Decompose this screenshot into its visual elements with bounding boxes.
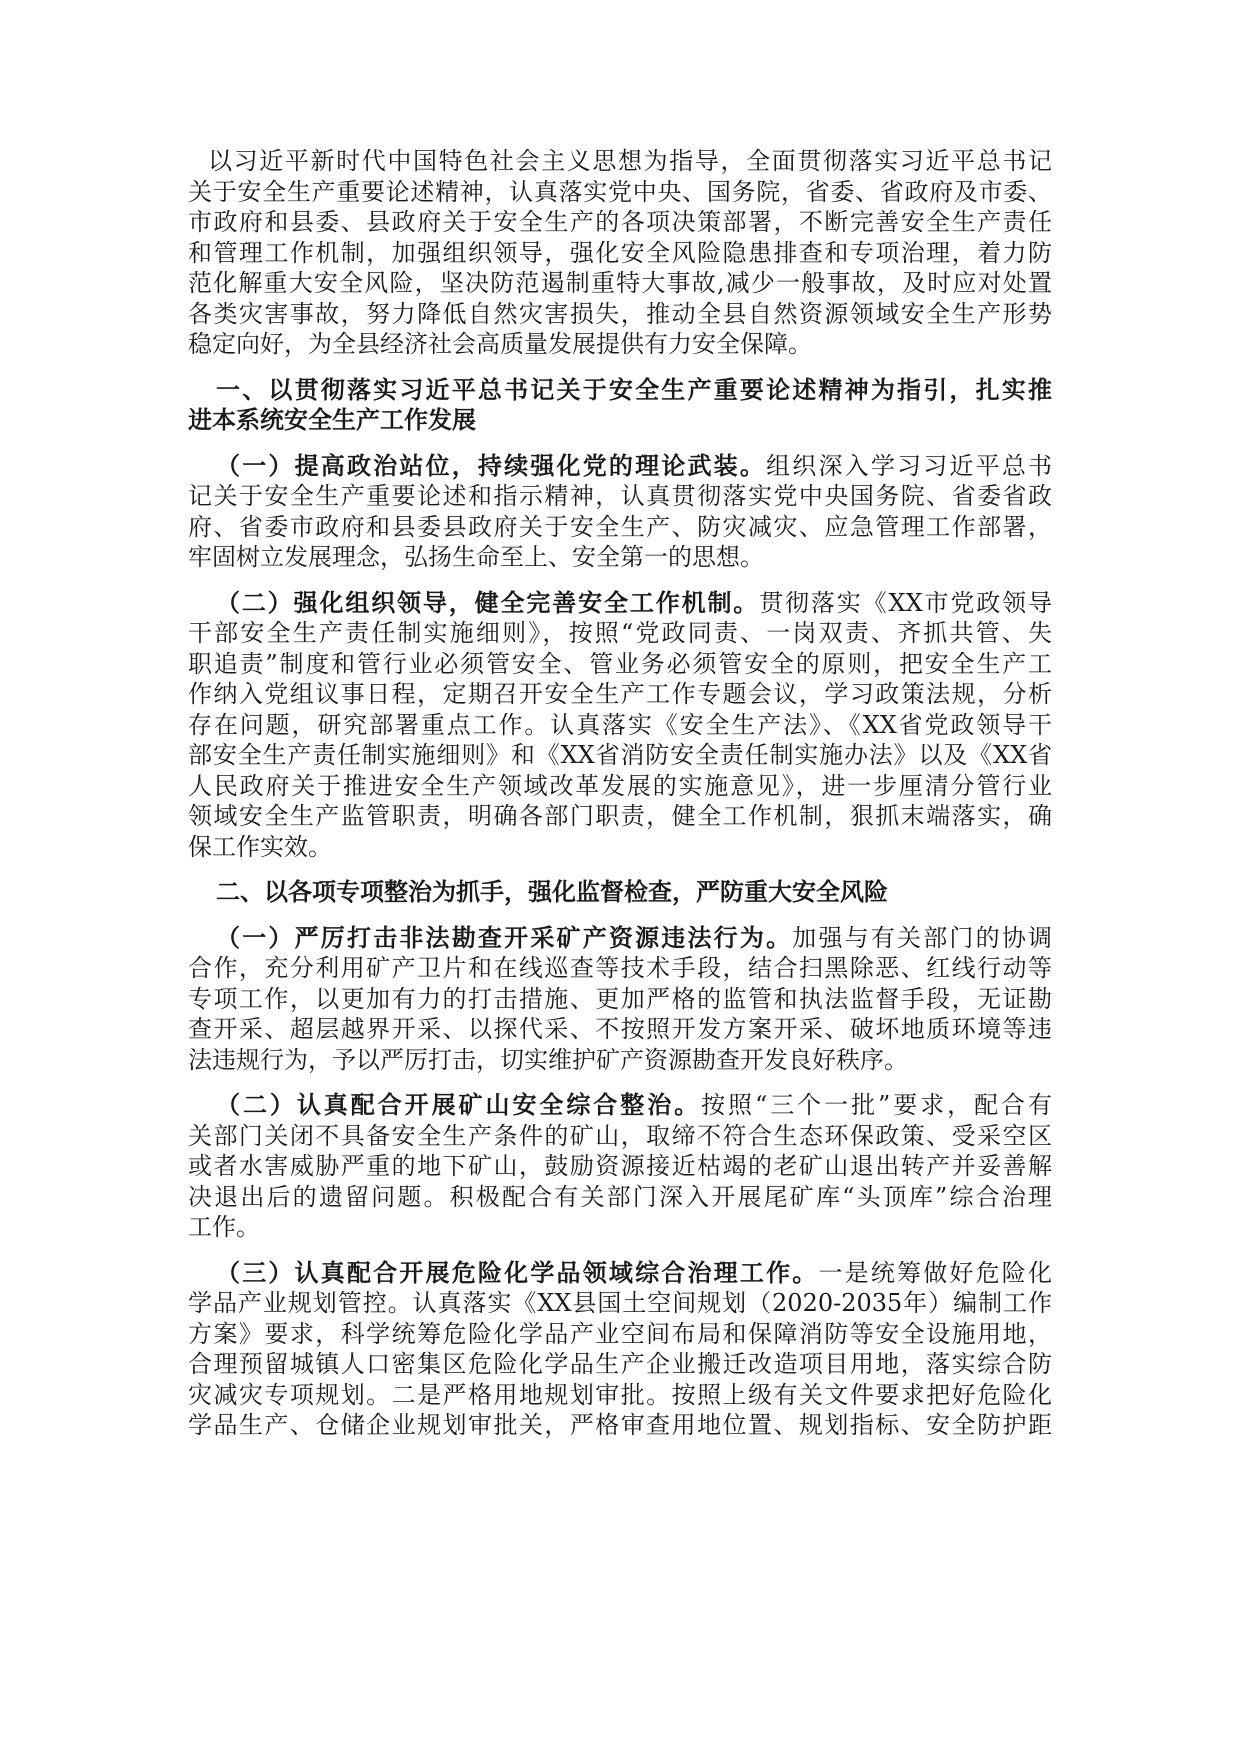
paragraph-lead: （一）提高政治站位，持续强化党的理论武装。 xyxy=(216,450,767,480)
line-text: 按照“三个一批”要求，配合有 xyxy=(701,1091,1052,1119)
text-line xyxy=(188,679,1052,710)
paragraph-lead: （一）严厉打击非法勘查开采矿产资源违法行为。 xyxy=(216,922,793,952)
text-line xyxy=(188,375,1052,406)
text-line xyxy=(188,1182,1052,1213)
paragraph-lead: （三）认真配合开展危险化学品领域综合治理工作。 xyxy=(216,1257,819,1287)
line-text: 关部门关闭不具备安全生产条件的矿山，取缔不符合生态环保政策、受采空区 xyxy=(188,1121,1052,1150)
body-paragraph xyxy=(188,451,1052,573)
line-text: 二、以各项专项整治为抓手，强化监督检查，严防重大安全风险 xyxy=(216,877,888,906)
line-text: 保工作实效。 xyxy=(188,832,332,861)
text-line xyxy=(188,1380,1052,1411)
body-paragraph xyxy=(188,588,1052,863)
text-line xyxy=(188,877,1052,908)
text-line xyxy=(188,512,1052,543)
line-text: 学品产业规划管控。认真落实《XX县国土空间规划（2020-2035年）编制工作 xyxy=(188,1289,1052,1317)
line-text: 进本系统安全生产工作发展 xyxy=(188,405,476,434)
line-text: 和管理工作机制，加强组织领导，强化安全风险隐患排查和专项治理，着力防 xyxy=(188,238,1052,267)
paragraph-lead: （二）强化组织领导，健全完善安全工作机制。 xyxy=(216,587,760,617)
text-line xyxy=(188,740,1052,771)
line-text: 部安全生产责任制实施细则》和《XX省消防安全责任制实施办法》以及《XX省 xyxy=(188,741,1052,769)
text-line xyxy=(188,588,1052,619)
text-line xyxy=(188,832,1052,863)
text-line xyxy=(188,1121,1052,1152)
text-line xyxy=(188,177,1052,208)
text-line xyxy=(188,1151,1052,1182)
line-text: 查开采、超层越界开采、以探代采、不按照开发方案开采、破坏地质环境等违 xyxy=(188,1015,1052,1043)
text-line xyxy=(188,801,1052,832)
text-line xyxy=(188,1349,1052,1380)
line-text: 以习近平新时代中国特色社会主义思想为指导，全面贯彻落实习近平总书记 xyxy=(208,147,1052,175)
text-line xyxy=(188,238,1052,269)
line-text: 关于安全生产重要论述精神，认真落实党中央、国务院，省委、省政府及市委、 xyxy=(188,177,1052,206)
text-line xyxy=(188,923,1052,954)
line-text: 组织深入学习习近平总书 xyxy=(766,451,1053,480)
line-text: 决退出后的遗留问题。积极配合有关部门深入开展尾矿库“头顶库”综合治理 xyxy=(188,1182,1052,1211)
text-line xyxy=(188,1090,1052,1121)
line-text: 职追责”制度和管行业必须管安全、管业务必须管安全的原则，把安全生产工 xyxy=(188,649,1052,678)
text-line xyxy=(188,649,1052,680)
line-text: 法违规行为，予以严厉打击，切实维护矿产资源勘查开发良好秩序。 xyxy=(188,1045,908,1074)
line-text: 专项工作，以更加有力的打击措施、更加严格的监管和执法监督手段，无证勘 xyxy=(188,984,1052,1013)
section-heading xyxy=(188,877,1052,908)
line-text: 或者水害威胁严重的地下矿山，鼓励资源接近枯竭的老矿山退出转产并妥善解 xyxy=(188,1152,1052,1180)
line-text: 范化解重大安全风险，坚决防范遏制重特大事故,减少一般事故，及时应对处置 xyxy=(188,269,1052,297)
text-line xyxy=(188,710,1052,741)
line-text: 人民政府关于推进安全生产领域改革发展的实施意见》，进一步厘清分管行业 xyxy=(188,771,1052,800)
line-text: 工作。 xyxy=(188,1213,260,1241)
text-line xyxy=(188,1045,1052,1076)
text-line xyxy=(188,618,1052,649)
line-text: 灾减灾专项规划。二是严格用地规划审批。按照上级有关文件要求把好危险化 xyxy=(188,1380,1052,1409)
text-line xyxy=(188,1319,1052,1350)
line-text: 记关于安全生产重要论述和指示精神，认真贯彻落实党中央国务院、省委省政 xyxy=(188,482,1052,510)
text-line xyxy=(188,542,1052,573)
text-line xyxy=(188,268,1052,299)
line-text: 干部安全生产责任制实施细则》，按照“党政同责、一岗双责、齐抓共管、失 xyxy=(188,619,1052,647)
paragraph-lead: （二）认真配合开展矿山安全综合整治。 xyxy=(216,1090,702,1119)
line-text: 存在问题，研究部署重点工作。认真落实《安全生产法》、《XX省党政领导干 xyxy=(188,710,1052,739)
line-text: 学品生产、仓储企业规划审批关，严格审查用地位置、规划指标、安全防护距 xyxy=(188,1411,1052,1439)
text-line xyxy=(188,451,1052,482)
line-text: 市政府和县委、县政府关于安全生产的各项决策部署，不断完善安全生产责任 xyxy=(188,208,1052,236)
text-line xyxy=(188,1014,1052,1045)
text-line xyxy=(188,146,1052,177)
text-line xyxy=(188,1258,1052,1289)
document-page xyxy=(188,146,1052,1456)
line-text: 府、省委市政府和县委县政府关于安全生产、防灾减灾、应急管理工作部署， xyxy=(188,512,1052,541)
section-heading xyxy=(188,375,1052,436)
text-line xyxy=(188,329,1052,360)
line-text: 一、以贯彻落实习近平总书记关于安全生产重要论述精神为指引，扎实推 xyxy=(216,374,1052,404)
body-paragraph xyxy=(188,146,1052,360)
line-text: 稳定向好，为全县经济社会高质量发展提供有力安全保障。 xyxy=(188,330,812,358)
body-paragraph xyxy=(188,923,1052,1076)
text-line xyxy=(188,207,1052,238)
text-line xyxy=(188,405,1052,436)
text-line xyxy=(188,299,1052,330)
line-text: 贯彻落实《XX市党政领导 xyxy=(759,588,1053,617)
text-line xyxy=(188,1288,1052,1319)
text-line xyxy=(188,1410,1052,1441)
text-line xyxy=(188,984,1052,1015)
line-text: 一是统筹做好危险化 xyxy=(818,1258,1053,1287)
body-paragraph xyxy=(188,1090,1052,1243)
line-text: 各类灾害事故，努力降低自然灾害损失，推动全县自然资源领域安全生产形势 xyxy=(188,299,1052,328)
text-line xyxy=(188,771,1052,802)
body-paragraph xyxy=(188,1258,1052,1441)
line-text: 领域安全生产监管职责，明确各部门职责，健全工作机制，狠抓末端落实，确 xyxy=(188,802,1052,830)
line-text: 合理预留城镇人口密集区危险化学品生产企业搬迁改造项目用地，落实综合防 xyxy=(188,1350,1052,1378)
line-text: 方案》要求，科学统筹危险化学品产业空间布局和保障消防等安全设施用地， xyxy=(188,1319,1052,1348)
line-text: 牢固树立发展理念，弘扬生命至上、安全第一的思想。 xyxy=(188,543,764,571)
line-text: 作纳入党组议事日程，定期召开安全生产工作专题会议，学习政策法规，分析 xyxy=(188,680,1052,708)
text-line xyxy=(188,953,1052,984)
text-line xyxy=(188,1212,1052,1243)
line-text: 合作，充分利用矿产卫片和在线巡查等技术手段，结合扫黑除恶、红线行动等 xyxy=(188,954,1052,982)
line-text: 加强与有关部门的协调 xyxy=(792,923,1053,952)
text-line xyxy=(188,481,1052,512)
